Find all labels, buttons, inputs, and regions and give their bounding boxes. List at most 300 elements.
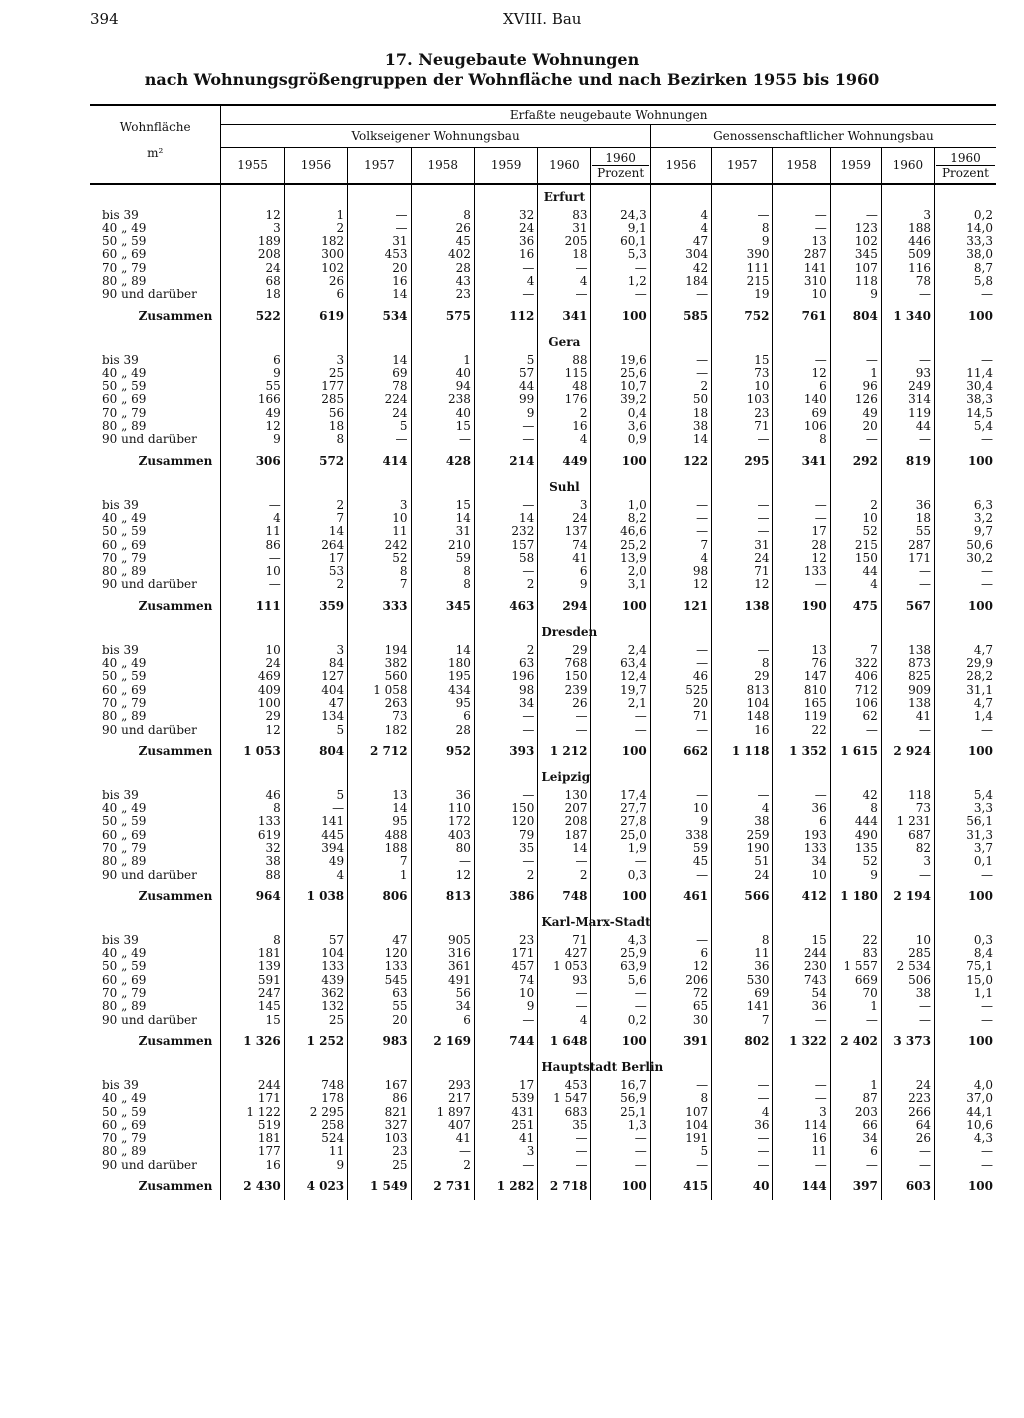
table-cell: 490: [830, 829, 881, 842]
table-row: [90, 262, 996, 275]
table-cell: 539: [474, 1092, 537, 1105]
table-cell: —: [284, 802, 347, 815]
table-cell: 4: [830, 578, 881, 591]
table-cell: 6: [773, 380, 830, 393]
table-cell: 2: [830, 499, 881, 512]
table-cell: 457: [474, 960, 537, 973]
pct-b-label: Prozent: [936, 165, 995, 180]
table-cell: 24: [221, 657, 284, 670]
table-cell: 88: [538, 354, 591, 367]
table-cell: 133: [773, 842, 830, 855]
table-cell: 71: [712, 565, 773, 578]
table-cell: 18: [284, 420, 347, 433]
table-cell: 34: [474, 697, 537, 710]
table-cell: 4,3: [934, 1132, 996, 1145]
table-cell: 1 897: [411, 1106, 474, 1119]
row-header-unit: m²: [147, 146, 164, 160]
table-cell: 2: [474, 578, 537, 591]
table-cell: 134: [284, 710, 347, 723]
table-cell: 133: [284, 960, 347, 973]
table-cell: —: [712, 499, 773, 512]
size-class-label: bis 39: [102, 1078, 139, 1092]
table-cell: 103: [712, 393, 773, 406]
table-cell: 51: [712, 855, 773, 868]
table-cell: 126: [830, 393, 881, 406]
table-cell: —: [591, 724, 650, 737]
table-cell: 203: [830, 1106, 881, 1119]
table-row: [90, 947, 996, 960]
table-cell: 99: [474, 393, 537, 406]
table-cell: 43: [411, 275, 474, 288]
size-class-label: 50 „ 59: [102, 380, 147, 394]
table-cell: 406: [830, 670, 881, 683]
size-class-label: 90 und darüber: [102, 578, 197, 592]
total-cell: 983: [348, 1027, 411, 1055]
table-cell: —: [591, 855, 650, 868]
table-cell: 127: [284, 670, 347, 683]
total-cell: 534: [348, 302, 411, 330]
table-cell: 530: [712, 974, 773, 987]
table-row: [90, 433, 996, 446]
table-cell: 8: [773, 433, 830, 446]
table-cell: 59: [650, 842, 711, 855]
size-class-label: bis 39: [102, 208, 139, 222]
table-cell: 9: [650, 815, 711, 828]
table-cell: 139: [221, 960, 284, 973]
size-class-label: 70 „ 79: [102, 1132, 147, 1146]
size-class-label: 80 „ 89: [102, 420, 147, 434]
table-cell: 80: [411, 842, 474, 855]
table-cell: 31: [348, 235, 411, 248]
table-cell: 41: [538, 552, 591, 565]
page-number: 394: [90, 10, 119, 28]
table-cell: 207: [538, 802, 591, 815]
table-cell: 38: [712, 815, 773, 828]
table-cell: 141: [284, 815, 347, 828]
table-cell: 1,9: [591, 842, 650, 855]
table-cell: 2,4: [591, 644, 650, 657]
table-cell: 2: [474, 644, 537, 657]
table-cell: 24: [538, 512, 591, 525]
table-cell: 83: [830, 947, 881, 960]
table-cell: 130: [538, 789, 591, 802]
table-cell: —: [830, 433, 881, 446]
table-cell: 133: [773, 565, 830, 578]
table-cell: 118: [830, 275, 881, 288]
total-cell: 1 252: [284, 1027, 347, 1055]
table-cell: 13,9: [591, 552, 650, 565]
table-cell: 171: [881, 552, 934, 565]
table-cell: 446: [881, 235, 934, 248]
table-cell: 4,0: [934, 1079, 996, 1092]
table-cell: 18: [650, 407, 711, 420]
size-class-label: 40 „ 49: [102, 511, 147, 525]
table-cell: 15: [712, 354, 773, 367]
district-heading-row: [90, 475, 996, 499]
table-cell: —: [881, 724, 934, 737]
table-cell: 404: [284, 684, 347, 697]
table-cell: 6: [411, 1014, 474, 1027]
table-row: [90, 420, 996, 433]
table-cell: 49: [221, 407, 284, 420]
table-cell: 145: [221, 1000, 284, 1013]
table-cell: 27,7: [591, 802, 650, 815]
table-cell: 96: [830, 380, 881, 393]
table-cell: 8: [712, 222, 773, 235]
year-col-b: 1958: [773, 148, 830, 184]
table-cell: 102: [284, 262, 347, 275]
table-cell: —: [934, 869, 996, 882]
table-cell: 18: [221, 288, 284, 301]
table-cell: 1 122: [221, 1106, 284, 1119]
table-cell: 0,9: [591, 433, 650, 446]
total-cell: 414: [348, 447, 411, 475]
size-class-label: 70 „ 79: [102, 551, 147, 565]
table-cell: 4: [538, 275, 591, 288]
size-class-label: 50 „ 59: [102, 1105, 147, 1119]
total-cell: 100: [934, 302, 996, 330]
table-cell: 491: [411, 974, 474, 987]
table-cell: 5: [348, 420, 411, 433]
table-cell: 31,1: [934, 684, 996, 697]
table-cell: —: [712, 644, 773, 657]
table-cell: —: [538, 1145, 591, 1158]
table-cell: —: [591, 1132, 650, 1145]
table-cell: 15: [411, 499, 474, 512]
table-cell: 31: [411, 525, 474, 538]
table-row: [90, 565, 996, 578]
total-cell: 412: [773, 882, 830, 910]
table-cell: 93: [538, 974, 591, 987]
table-cell: 167: [348, 1079, 411, 1092]
table-cell: 445: [284, 829, 347, 842]
table-cell: 141: [712, 1000, 773, 1013]
table-cell: 1,2: [591, 275, 650, 288]
table-cell: 141: [773, 262, 830, 275]
total-cell: 393: [474, 737, 537, 765]
table-cell: 22: [773, 724, 830, 737]
table-cell: 14: [348, 802, 411, 815]
total-cell: 475: [830, 592, 881, 620]
total-cell: 100: [934, 592, 996, 620]
size-class-label: 60 „ 69: [102, 248, 147, 262]
table-cell: 8: [712, 934, 773, 947]
table-cell: 133: [348, 960, 411, 973]
table-cell: 1: [348, 869, 411, 882]
table-cell: 3,1: [591, 578, 650, 591]
table-cell: 11: [773, 1145, 830, 1158]
size-class-label: 70 „ 79: [102, 406, 147, 420]
table-cell: 45: [411, 235, 474, 248]
table-cell: 48: [538, 380, 591, 393]
size-class-label: bis 39: [102, 353, 139, 367]
table-cell: 821: [348, 1106, 411, 1119]
table-cell: 22: [830, 934, 881, 947]
table-cell: —: [773, 1159, 830, 1172]
year-col-b: 1959: [830, 148, 881, 184]
size-class-label: 40 „ 49: [102, 221, 147, 235]
table-cell: —: [591, 1000, 650, 1013]
table-row: [90, 1119, 996, 1132]
table-cell: 26: [881, 1132, 934, 1145]
table-cell: 13: [773, 235, 830, 248]
table-cell: 35: [538, 1119, 591, 1132]
table-cell: 10: [773, 288, 830, 301]
table-cell: 114: [773, 1119, 830, 1132]
table-cell: 25: [284, 1014, 347, 1027]
table-row: [90, 802, 996, 815]
table-row: [90, 934, 996, 947]
table-row: [90, 525, 996, 538]
table-cell: 8,7: [934, 262, 996, 275]
size-class-label: 70 „ 79: [102, 261, 147, 275]
total-label: Zusammen: [138, 453, 213, 468]
table-cell: —: [881, 578, 934, 591]
table-cell: 8,2: [591, 512, 650, 525]
table-cell: —: [881, 288, 934, 301]
table-cell: 873: [881, 657, 934, 670]
table-cell: 1,3: [591, 1119, 650, 1132]
total-row: [90, 447, 996, 475]
size-class-label: 60 „ 69: [102, 683, 147, 697]
table-cell: 41: [411, 1132, 474, 1145]
table-cell: 73: [348, 710, 411, 723]
table-cell: 24,3: [591, 209, 650, 222]
table-row: [90, 657, 996, 670]
table-cell: 31: [538, 222, 591, 235]
year-col-b: 1956: [650, 148, 711, 184]
size-class-label: 90 und darüber: [102, 288, 197, 302]
table-cell: 71: [712, 420, 773, 433]
year-col-a: 1958: [411, 148, 474, 184]
table-cell: 5,6: [591, 974, 650, 987]
table-cell: 106: [773, 420, 830, 433]
size-class-label: 50 „ 59: [102, 235, 147, 249]
table-row: [90, 855, 996, 868]
total-cell: 744: [474, 1027, 537, 1055]
table-cell: 177: [221, 1145, 284, 1158]
size-class-label: 90 und darüber: [102, 723, 197, 737]
total-label: Zusammen: [138, 888, 213, 903]
table-cell: 188: [881, 222, 934, 235]
table-row: [90, 789, 996, 802]
table-cell: 285: [284, 393, 347, 406]
table-cell: 78: [348, 380, 411, 393]
total-cell: 1 180: [830, 882, 881, 910]
size-class-label: 90 und darüber: [102, 1013, 197, 1027]
table-cell: 1,4: [934, 710, 996, 723]
table-cell: 9,1: [591, 222, 650, 235]
table-cell: 63,4: [591, 657, 650, 670]
size-class-label: 60 „ 69: [102, 1118, 147, 1132]
table-cell: 8: [221, 802, 284, 815]
total-cell: 804: [284, 737, 347, 765]
table-cell: 71: [650, 710, 711, 723]
table-cell: 20: [348, 1014, 411, 1027]
table-cell: 98: [474, 684, 537, 697]
total-cell: 2 731: [411, 1172, 474, 1200]
table-cell: 16: [474, 248, 537, 261]
table-row: [90, 1159, 996, 1172]
table-cell: 30,2: [934, 552, 996, 565]
size-class-label: 80 „ 89: [102, 710, 147, 724]
table-cell: —: [712, 1092, 773, 1105]
table-cell: —: [474, 1014, 537, 1027]
table-cell: 5: [284, 724, 347, 737]
table-cell: 6: [830, 1145, 881, 1158]
table-cell: 189: [221, 235, 284, 248]
table-cell: 42: [830, 789, 881, 802]
total-cell: 1 322: [773, 1027, 830, 1055]
table-cell: 4: [538, 1014, 591, 1027]
district-name: Gera: [538, 330, 591, 354]
table-cell: 95: [348, 815, 411, 828]
table-cell: 37,0: [934, 1092, 996, 1105]
table-cell: 2: [411, 1159, 474, 1172]
table-cell: —: [712, 512, 773, 525]
pct-col-a: [591, 148, 650, 184]
table-cell: 8: [712, 657, 773, 670]
table-cell: 191: [650, 1132, 711, 1145]
table-cell: —: [538, 855, 591, 868]
table-cell: 83: [538, 209, 591, 222]
total-cell: 190: [773, 592, 830, 620]
table-cell: 88: [221, 869, 284, 882]
table-cell: 38: [650, 420, 711, 433]
table-cell: —: [591, 1145, 650, 1158]
table-cell: 230: [773, 960, 830, 973]
table-row: [90, 222, 996, 235]
table-cell: 591: [221, 974, 284, 987]
table-cell: 10: [221, 565, 284, 578]
table-cell: —: [474, 499, 537, 512]
table-row: [90, 1132, 996, 1145]
table-cell: 0,3: [591, 869, 650, 882]
table-cell: 62: [830, 710, 881, 723]
table-cell: 6: [284, 288, 347, 301]
table-row: [90, 1079, 996, 1092]
table-cell: 120: [348, 947, 411, 960]
size-class-label: 60 „ 69: [102, 828, 147, 842]
table-cell: —: [934, 1145, 996, 1158]
table-cell: 187: [538, 829, 591, 842]
table-cell: —: [712, 789, 773, 802]
table-cell: 909: [881, 684, 934, 697]
table-cell: 545: [348, 974, 411, 987]
table-cell: 285: [881, 947, 934, 960]
total-cell: 292: [830, 447, 881, 475]
table-cell: 224: [348, 393, 411, 406]
total-cell: 1 053: [221, 737, 284, 765]
table-cell: 171: [221, 1092, 284, 1105]
table-cell: 453: [348, 248, 411, 261]
table-cell: 119: [881, 407, 934, 420]
table-cell: —: [712, 1145, 773, 1158]
table-cell: 25,2: [591, 539, 650, 552]
table-cell: —: [411, 1145, 474, 1158]
table-cell: 41: [881, 710, 934, 723]
table-cell: —: [830, 1014, 881, 1027]
table-cell: 47: [348, 934, 411, 947]
table-cell: 310: [773, 275, 830, 288]
table-cell: 69: [348, 367, 411, 380]
table-cell: 57: [474, 367, 537, 380]
table-cell: 29: [538, 644, 591, 657]
total-cell: 100: [591, 447, 650, 475]
table-cell: 7: [348, 855, 411, 868]
table-cell: —: [538, 288, 591, 301]
size-class-label: 90 und darüber: [102, 433, 197, 447]
size-class-label: 50 „ 59: [102, 960, 147, 974]
table-row: [90, 869, 996, 882]
table-cell: 180: [411, 657, 474, 670]
table-cell: 24: [221, 262, 284, 275]
table-cell: 73: [881, 802, 934, 815]
total-cell: 386: [474, 882, 537, 910]
table-cell: —: [881, 354, 934, 367]
table-cell: 6,3: [934, 499, 996, 512]
table-cell: 8: [411, 565, 474, 578]
table-cell: 2: [284, 222, 347, 235]
table-cell: 75,1: [934, 960, 996, 973]
table-cell: 6: [773, 815, 830, 828]
table-cell: 132: [284, 1000, 347, 1013]
total-cell: 449: [538, 447, 591, 475]
total-cell: 1 038: [284, 882, 347, 910]
table-cell: 28: [411, 724, 474, 737]
row-header-label: Wohnfläche: [119, 120, 191, 134]
table-cell: 444: [830, 815, 881, 828]
table-cell: 2: [284, 578, 347, 591]
size-class-label: 40 „ 49: [102, 657, 147, 671]
total-cell: 619: [284, 302, 347, 330]
table-cell: 390: [712, 248, 773, 261]
table-cell: —: [650, 367, 711, 380]
table-cell: 12: [773, 367, 830, 380]
table-cell: 46: [650, 670, 711, 683]
table-cell: 12: [650, 578, 711, 591]
table-cell: 14: [348, 288, 411, 301]
table-cell: 150: [830, 552, 881, 565]
table-cell: 63: [474, 657, 537, 670]
total-row: [90, 737, 996, 765]
table-cell: 251: [474, 1119, 537, 1132]
table-cell: 53: [284, 565, 347, 578]
table-cell: 8: [284, 433, 347, 446]
table-row: [90, 288, 996, 301]
table-cell: 519: [221, 1119, 284, 1132]
table-cell: —: [474, 420, 537, 433]
table-cell: 184: [650, 275, 711, 288]
table-cell: 36: [881, 499, 934, 512]
table-cell: 0,3: [934, 934, 996, 947]
table-cell: —: [650, 1159, 711, 1172]
table-cell: 19,7: [591, 684, 650, 697]
table-cell: —: [348, 209, 411, 222]
table-cell: 14,0: [934, 222, 996, 235]
table-cell: 63: [348, 987, 411, 1000]
total-cell: 214: [474, 447, 537, 475]
table-cell: 123: [830, 222, 881, 235]
pct-a-label: Prozent: [592, 165, 648, 180]
size-class-label: 40 „ 49: [102, 802, 147, 816]
size-class-label: 90 und darüber: [102, 1158, 197, 1172]
table-cell: 23: [474, 934, 537, 947]
table-cell: 120: [474, 815, 537, 828]
table-cell: 172: [411, 815, 474, 828]
table-cell: 259: [712, 829, 773, 842]
table-cell: 12: [773, 552, 830, 565]
